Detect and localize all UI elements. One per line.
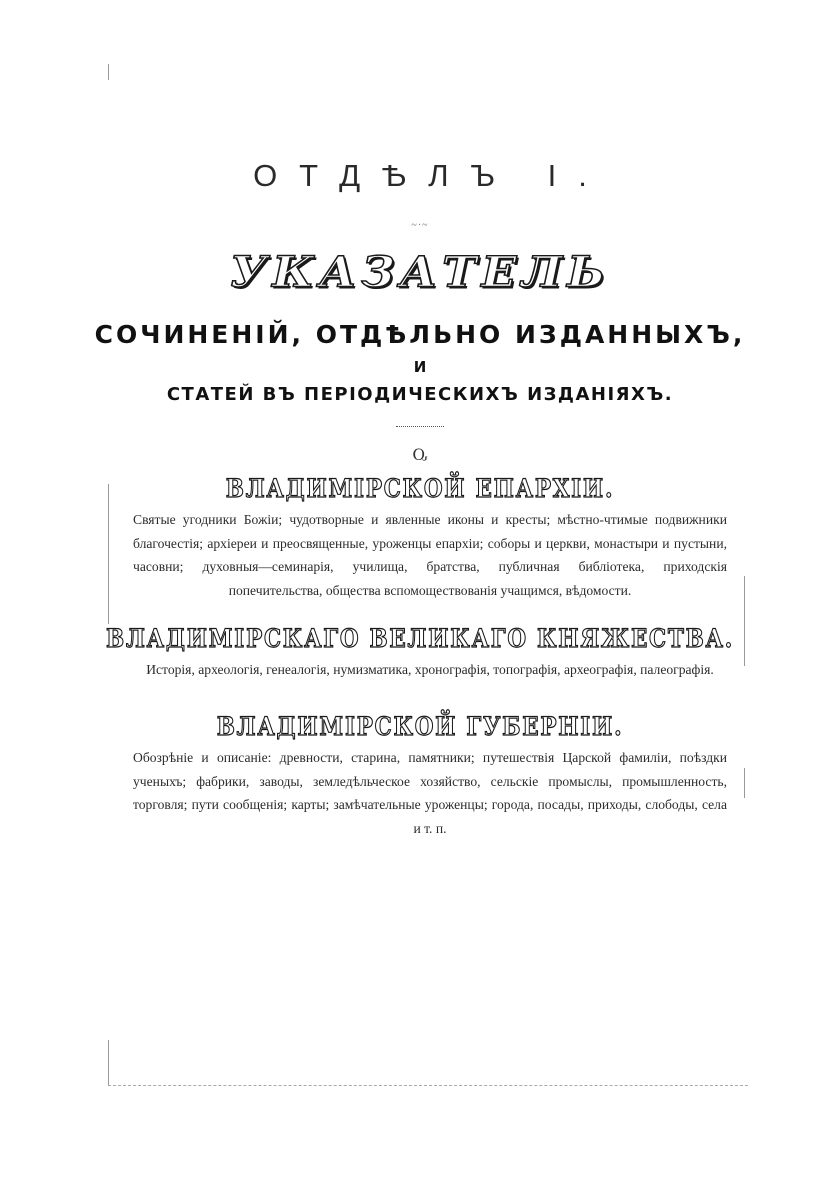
section-title: ОТДѢЛЪ I. bbox=[253, 158, 609, 193]
left-margin-mark-mid bbox=[108, 484, 109, 624]
right-margin-mark-low bbox=[744, 768, 745, 798]
left-margin-mark-top bbox=[108, 64, 109, 80]
section-heading-eparchy: ВЛАДИМІРСКОЙ ЕПАРХІИ. bbox=[225, 474, 615, 503]
subtitle-line-1: СОЧИНЕНІЙ, ОТДѢЛЬНО ИЗДАННЫХЪ, bbox=[94, 320, 746, 349]
bottom-edge-rule bbox=[108, 1085, 748, 1086]
section-heading-province: ВЛАДИМІРСКОЙ ГУБЕРНІИ. bbox=[216, 712, 624, 741]
section-text-principality: Исторія, археологія, генеалогія, нумизматика, хронографія, топографія, археографія, палеографія. bbox=[146, 662, 714, 677]
left-margin-mark-low bbox=[108, 1040, 109, 1086]
flourish-ornament: ~·~ bbox=[411, 220, 429, 231]
subtitle-line-3: СТАТЕЙ ВЪ ПЕРІОДИЧЕСКИХЪ ИЗДАНІЯХЪ. bbox=[166, 384, 674, 405]
main-heading: УКАЗАТЕЛЬ bbox=[229, 247, 611, 297]
section-ornament: Ⴍ bbox=[412, 449, 428, 464]
section-text-province: Обозрѣніе и описаніе: древности, старина, памятники; путешествія Царской фамиліи, поѣздки ученыхъ; фабрики, заводы, земледѣльческое хозяйство, сельскіе промыслы, промышленность, торговля; пути сообщенія; карты; замѣчательные уроженцы; города, посады, приходы, слободы, села и т. п. bbox=[133, 750, 727, 836]
subtitle-line-2: И bbox=[413, 358, 427, 376]
section-text-eparchy: Святые угодники Божіи; чудотворные и явленные иконы и кресты; мѣстно-чтимые подвижники благочестія; архіереи и преосвященные, уроженцы епархіи; соборы и церкви, монастыри и пустыни, часовни; духовныя—семинарія, училища, братства, публичная библіотека, приходскія попечительства, общества вспомоществованія учащимся, вѣдомости. bbox=[133, 512, 727, 598]
divider-rule bbox=[396, 426, 444, 427]
section-heading-principality: ВЛАДИМІРСКАГО ВЕЛИКАГО КНЯЖЕСТВА. bbox=[106, 624, 734, 653]
